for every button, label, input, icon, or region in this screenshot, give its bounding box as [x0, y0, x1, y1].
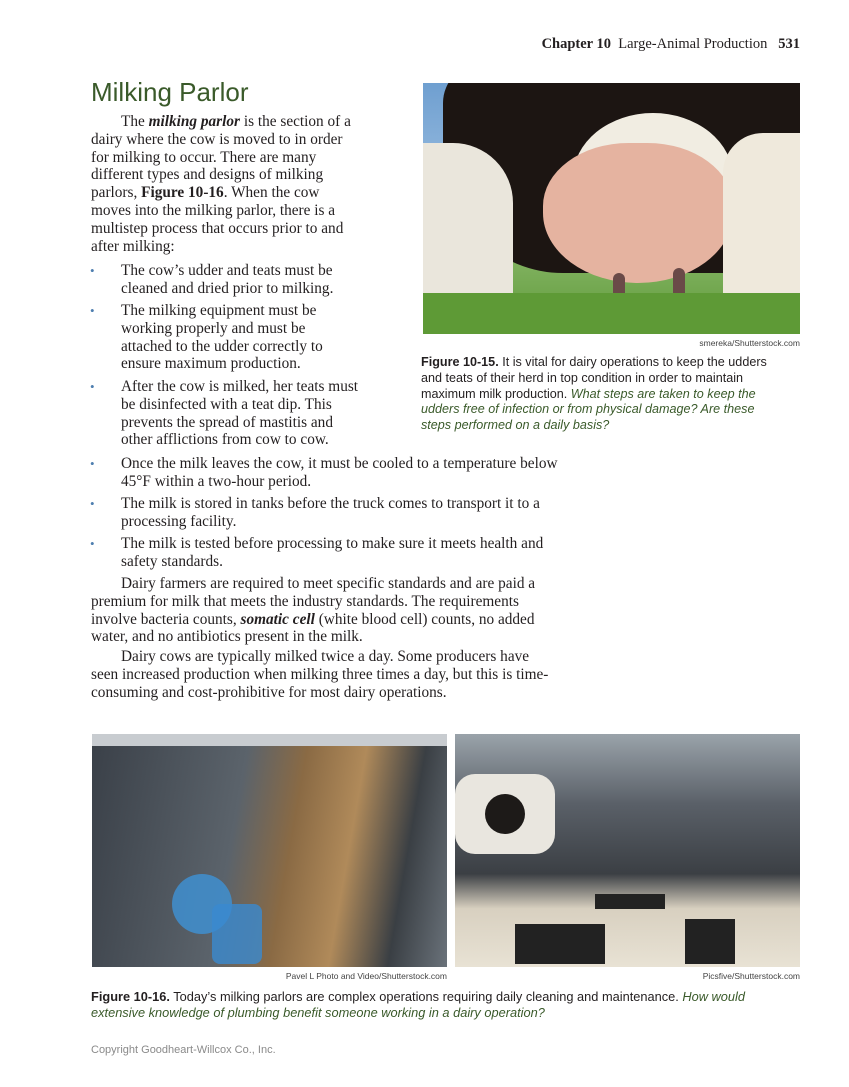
emphasized-text: How would [682, 989, 745, 1004]
text-run: The milking equipment must be [121, 302, 317, 319]
bullet-item [91, 495, 540, 531]
bullet-icon: • [90, 536, 95, 551]
photo-credit-left: Pavel L Photo and Video/Shutterstock.com [285, 971, 447, 981]
bullet-item [91, 535, 543, 571]
emphasized-text: udders free of infection or from physical damage? Are these [421, 402, 755, 417]
text-line [91, 320, 323, 338]
text-line [91, 648, 548, 666]
text-line [91, 202, 351, 220]
emphasized-text: steps performed on a daily basis? [421, 418, 610, 433]
text-line [91, 593, 535, 611]
photo-credit-right: Picsfive/Shutterstock.com [702, 971, 800, 981]
text-line [91, 302, 323, 320]
figure-caption [421, 355, 767, 434]
emphasized-text: extensive knowledge of plumbing benefit someone working in a dairy operation? [91, 1004, 545, 1020]
text-run: different types and designs of milking [91, 166, 324, 184]
text-run: water, and no antibiotics present in the milk. [91, 628, 363, 646]
text-run: Dairy cows are typically milked twice a day. Some producers have [121, 648, 530, 665]
text-run: (white blood cell) counts, no added [314, 610, 535, 628]
text-line [91, 1005, 745, 1021]
text-run: Today’s milking parlors are complex operations requiring daily cleaning and maintenance. [169, 989, 683, 1004]
text-run: premium for milk that meets the industry standards. The requirements [91, 592, 519, 610]
text-line [91, 131, 351, 149]
text-run: is the section of a [240, 113, 351, 130]
body-paragraph [91, 648, 548, 701]
text-run: . When the cow [223, 184, 320, 202]
text-run: The milk is stored in tanks before the truck comes to transport it to a [121, 495, 540, 512]
text-line [91, 431, 358, 449]
text-line [91, 355, 323, 373]
bullet-icon: • [90, 456, 95, 471]
text-line [91, 513, 540, 531]
bullet-item [91, 455, 558, 491]
text-run: attached to the udder correctly to [121, 337, 323, 355]
text-line [91, 455, 558, 473]
intro-paragraph [91, 113, 351, 255]
text-run: and teats of their herd in top condition in order to maintain [421, 370, 744, 385]
text-line [91, 378, 358, 396]
chapter-number: Chapter 10 [541, 36, 611, 52]
text-run: cleaned and dried prior to milking. [121, 279, 334, 297]
text-run: ensure maximum production. [121, 355, 301, 373]
text-line [91, 611, 535, 629]
text-run: involve bacteria counts, [91, 610, 241, 628]
running-head [542, 36, 800, 53]
bullet-icon: • [90, 263, 95, 278]
text-line [91, 262, 333, 280]
text-line [91, 149, 351, 167]
text-line [91, 414, 358, 432]
emphasized-text: Figure 10-16. [91, 989, 170, 1004]
text-run: processing facility. [121, 512, 237, 530]
milking-parlor-photo-right [455, 734, 800, 967]
section-title: Milking Parlor [91, 77, 249, 107]
text-line [91, 666, 548, 684]
bullet-item [91, 378, 358, 449]
text-run: consuming and cost-prohibitive for most dairy operations. [91, 683, 447, 701]
text-run: after milking: [91, 237, 175, 255]
text-line [91, 535, 543, 553]
text-run: working properly and must be [121, 319, 306, 337]
text-run: other afflictions from cow to cow. [121, 431, 329, 449]
text-line [91, 989, 745, 1005]
text-line [91, 220, 351, 238]
emphasized-text: Figure 10-15. [421, 355, 499, 369]
cow-udder-photo [423, 83, 800, 334]
text-line [91, 166, 351, 184]
text-line [91, 473, 558, 491]
text-run: multistep process that occurs prior to and [91, 219, 344, 237]
emphasized-text: Figure 10-16 [141, 184, 224, 202]
text-line [91, 280, 333, 298]
text-run: dairy where the cow is moved to in order [91, 130, 343, 148]
text-run: It is vital for dairy operations to keep the udders [498, 355, 767, 369]
text-run: seen increased production when milking three times a day, but this is time- [91, 665, 549, 683]
text-run: parlors, [91, 184, 142, 202]
text-run: Once the milk leaves the cow, it must be cooled to a temperature below [121, 455, 558, 472]
text-line [91, 184, 351, 202]
text-line [91, 628, 535, 646]
text-line [91, 684, 548, 702]
text-line [421, 387, 767, 403]
text-line [421, 355, 767, 371]
text-line [91, 338, 323, 356]
copyright-notice: Copyright Goodheart-Willcox Co., Inc. [91, 1044, 276, 1056]
text-run: be disinfected with a teat dip. This [121, 395, 332, 413]
text-run: prevents the spread of mastitis and [121, 413, 333, 431]
bullet-icon: • [90, 496, 95, 511]
text-line [91, 575, 535, 593]
text-line [91, 238, 351, 256]
body-paragraph [91, 575, 535, 646]
text-run: After the cow is milked, her teats must [121, 378, 359, 395]
text-line [91, 113, 351, 131]
emphasized-text: milking parlor [148, 113, 240, 130]
text-line [91, 553, 543, 571]
text-run: maximum milk production. [421, 386, 571, 401]
text-run: moves into the milking parlor, there is a [91, 201, 336, 219]
bullet-item [91, 302, 323, 373]
text-run: The milk is tested before processing to make sure it meets health and [121, 535, 544, 552]
emphasized-text: What steps are taken to keep the [570, 386, 756, 401]
text-line [421, 418, 767, 434]
page-number: 531 [778, 36, 800, 52]
photo-credit: smereka/Shutterstock.com [699, 338, 800, 348]
milking-parlor-photo-left [92, 734, 447, 967]
bullet-icon: • [90, 303, 95, 318]
text-line [421, 402, 767, 418]
text-run: The [121, 113, 149, 130]
figure-caption [91, 989, 745, 1021]
text-run: for milking to occur. There are many [91, 148, 317, 166]
text-run: safety standards. [121, 552, 223, 570]
text-line [421, 371, 767, 387]
emphasized-text: somatic cell [240, 610, 315, 628]
text-line [91, 396, 358, 414]
text-run: Dairy farmers are required to meet specific standards and are paid a [121, 575, 536, 592]
text-run: The cow’s udder and teats must be [121, 262, 333, 279]
bullet-item [91, 262, 333, 298]
bullet-icon: • [90, 379, 95, 394]
text-run: 45°F within a two-hour period. [121, 472, 312, 490]
text-line [91, 495, 540, 513]
chapter-title: Large-Animal Production [618, 36, 768, 52]
